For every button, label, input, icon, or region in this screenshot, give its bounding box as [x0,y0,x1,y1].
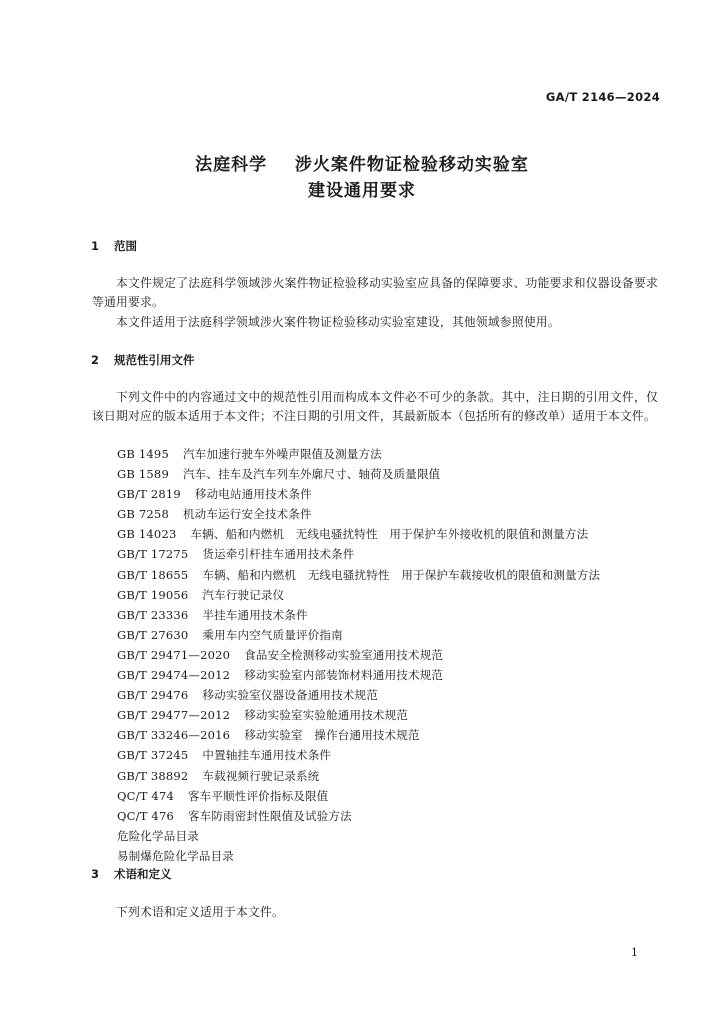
reference-item [117,685,600,705]
reference-item [117,766,600,786]
section-title: 规范性引用文件 [114,353,195,367]
reference-title: 移动实验室仪器设备通用技术规范 [202,688,378,703]
reference-code: GB 14023 [117,527,177,542]
reference-title: 乘用车内空气质量评价指南 [202,627,343,642]
reference-code: GB/T 29471—2020 [117,647,231,662]
reference-item [117,605,600,625]
document-title-line1: 法庭科学 涉火案件物证检验移动实验室 [195,155,529,175]
reference-title: 机动车运行安全技术条件 [182,507,312,522]
reference-item [117,786,600,806]
normative-references-list [117,444,600,866]
section-number: 3 [91,867,100,881]
reference-code: GB/T 38892 [117,768,189,783]
standard-code: GA/T 2146—2024 [545,90,660,104]
reference-code: GB/T 18655 [117,567,189,582]
reference-code: GB 1495 [117,447,169,461]
section-1-heading [91,238,137,254]
reference-item [117,645,600,665]
reference-code: GB/T 37245 [117,748,189,763]
reference-title: 移动实验室内部装饰材料通用技术规范 [244,668,444,683]
reference-code: GB/T 27630 [117,627,189,642]
section-number: 2 [91,353,100,367]
section-title: 术语和定义 [114,867,172,881]
reference-item [117,665,600,685]
section-title: 范围 [114,239,137,253]
reference-item [117,565,600,585]
reference-title: 汽车行驶记录仪 [202,587,285,602]
reference-item [117,444,600,464]
section-number: 1 [91,239,100,253]
reference-title: 客车平顺性评价指标及限值 [187,788,329,803]
reference-item [117,826,600,846]
reference-title: 危险化学品目录 [117,828,199,843]
reference-title: 车辆、船和内燃机 无线电骚扰特性 用于保护车载接收机的限值和测量方法 [202,567,601,582]
reference-item [117,725,600,745]
reference-item [117,544,600,564]
reference-title: 汽车加速行驶车外噪声限值及测量方法 [182,447,382,461]
reference-item [117,585,600,605]
reference-item [117,806,600,826]
reference-item [117,464,600,484]
reference-code: GB/T 29477—2012 [117,708,231,723]
reference-item [117,524,600,544]
section-2-heading [91,352,195,368]
section-1-paragraph-1: 本文件规定了法庭科学领域涉火案件物证检验移动实验室应具备的保障要求、功能要求和仪器设备要求等通用要求。 [92,276,658,309]
reference-title: 中置轴挂车通用技术条件 [202,748,332,763]
section-3-heading [91,866,172,882]
reference-title: 客车防雨密封性限值及试验方法 [187,808,352,823]
reference-code: QC/T 474 [117,788,174,803]
section-2-paragraph-1: 下列文件中的内容通过文中的规范性引用而构成本文件必不可少的条款。其中，注日期的引用文件，仅该日期对应的版本适用于本文件；不注日期的引用文件，其最新版本（包括所有的修改单）适用于本文件。 [92,390,658,423]
reference-title: 移动实验室 操作台通用技术规范 [244,728,420,743]
reference-item [117,705,600,725]
reference-item [117,484,600,504]
reference-code: GB 7258 [117,507,169,522]
reference-item [117,504,600,524]
reference-title: 车载视频行驶记录系统 [202,768,320,783]
reference-title: 半挂车通用技术条件 [202,607,308,622]
section-1-paragraph-2: 本文件适用于法庭科学领域涉火案件物证检验移动实验室建设，其他领域参照使用。 [116,315,560,329]
reference-code: QC/T 476 [117,808,174,823]
reference-code: GB/T 17275 [117,547,189,562]
page-number: 1 [631,946,638,959]
reference-item [117,625,600,645]
reference-code: GB/T 29474—2012 [117,668,231,683]
reference-title: 汽车、挂车及汽车列车外廓尺寸、轴荷及质量限值 [182,467,441,482]
reference-code: GB/T 23336 [117,607,189,622]
reference-title: 食品安全检测移动实验室通用技术规范 [244,647,444,662]
reference-title: 易制爆危险化学品目录 [117,848,234,863]
reference-code: GB/T 29476 [117,688,189,703]
reference-title: 移动实验室实验舱通用技术规范 [244,708,409,723]
reference-code: GB/T 2819 [117,487,181,502]
reference-code: GB/T 33246—2016 [117,728,231,743]
reference-code: GB/T 19056 [117,587,189,602]
reference-title: 货运牵引杆挂车通用技术条件 [202,547,355,562]
reference-code: GB 1589 [117,467,169,482]
reference-item [117,846,600,866]
section-3-paragraph-1: 下列术语和定义适用于本文件。 [116,905,284,919]
reference-item [117,745,600,765]
document-title-line2: 建设通用要求 [308,181,416,201]
reference-title: 车辆、船和内燃机 无线电骚扰特性 用于保护车外接收机的限值和测量方法 [190,527,589,542]
reference-title: 移动电站通用技术条件 [194,487,312,502]
